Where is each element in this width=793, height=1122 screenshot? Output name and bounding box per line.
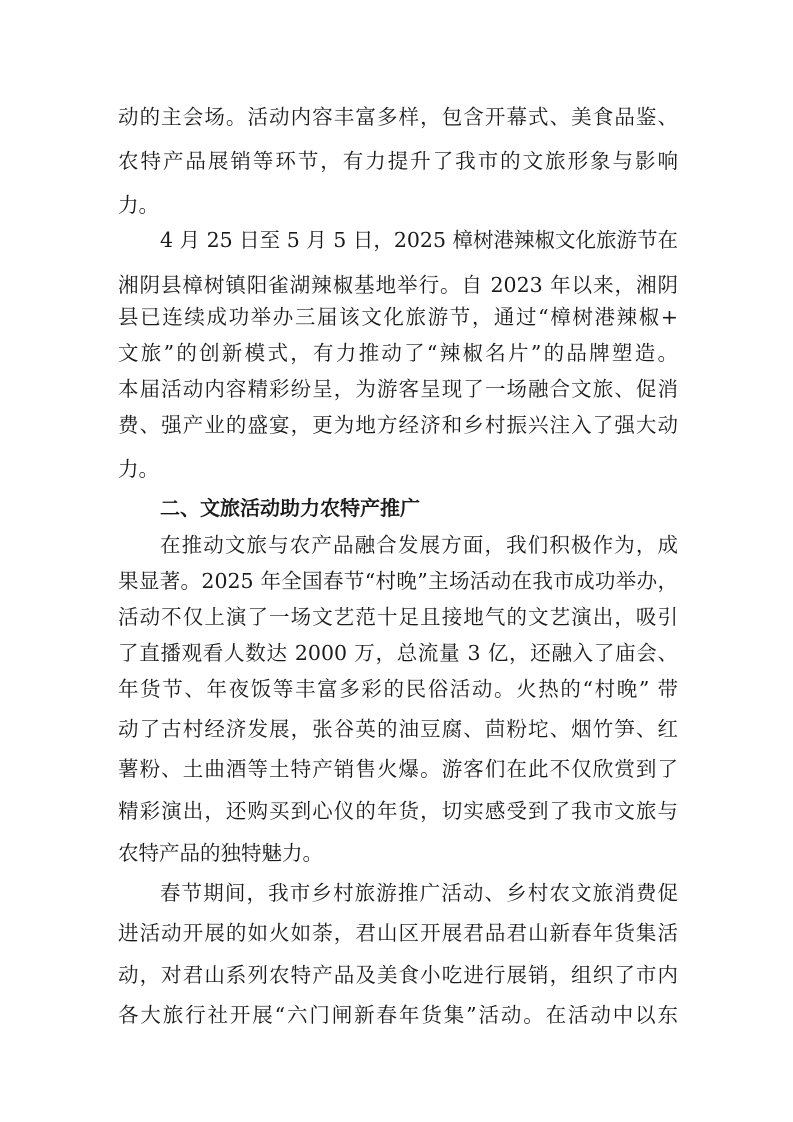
section-heading: 二、文旅活动助力农特产推广: [160, 496, 420, 520]
paragraph-3-line-1: 在推动文旅与农产品融合发展方面，我们积极作为，成: [160, 533, 678, 557]
paragraph-2-line-3: 县已连续成功举办三届该文化旅游节，通过“樟树港辣椒+: [118, 305, 678, 329]
paragraph-3-line-2: 果显著。2025 年全国春节“村晚”主场活动在我市成功举办，: [118, 569, 678, 593]
paragraph-3-line-8: 精彩演出，还购买到心仪的年货，切实感受到了我市文旅与: [118, 799, 678, 823]
paragraph-1-line-3: 力。: [118, 193, 159, 217]
paragraph-3-line-3: 活动不仅上演了一场文艺范十足且接地气的文艺演出，吸引: [118, 605, 678, 629]
paragraph-3-line-5: 年货节、年夜饭等丰富多彩的民俗活动。火热的“村晚” 带: [118, 677, 678, 701]
paragraph-4-line-1: 春节期间，我市乡村旅游推广活动、乡村农文旅消费促: [160, 881, 678, 905]
paragraph-4-line-3: 动，对君山系列农特产品及美食小吃进行展销，组织了市内: [118, 963, 678, 987]
paragraph-3-line-7: 薯粉、土曲酒等土特产销售火爆。游客们在此不仅欣赏到了: [118, 757, 678, 781]
paragraph-2-line-6: 费、强产业的盛宴，更为地方经济和乡村振兴注入了强大动: [118, 413, 678, 437]
paragraph-3-line-4: 了直播观看人数达 2000 万，总流量 3 亿，还融入了庙会、: [118, 641, 678, 665]
paragraph-2-line-5: 本届活动内容精彩纷呈，为游客呈现了一场融合文旅、促消: [118, 377, 678, 401]
paragraph-1-line-2: 农特产品展销等环节，有力提升了我市的文旅形象与影响: [118, 149, 678, 173]
paragraph-3-line-9: 农特产品的独特魅力。: [118, 841, 323, 865]
paragraph-4-line-2: 进活动开展的如火如荼，君山区开展君品君山新春年货集活: [118, 921, 678, 945]
paragraph-3-line-6: 动了古村经济发展，张谷英的油豆腐、茴粉坨、烟竹笋、红: [118, 717, 678, 741]
paragraph-2-line-7: 力。: [118, 457, 159, 481]
paragraph-2-line-2: 湘阴县樟树镇阳雀湖辣椒基地举行。自 2023 年以来，湘阴: [118, 273, 678, 297]
paragraph-1-line-1: 动的主会场。活动内容丰富多样，包含开幕式、美食品鉴、: [118, 105, 678, 129]
paragraph-4-line-4: 各大旅行社开展“六门闸新春年货集”活动。在活动中以东: [118, 1003, 678, 1027]
paragraph-2-line-4: 文旅”的创新模式，有力推动了“辣椒名片”的品牌塑造。: [118, 341, 678, 365]
paragraph-2-line-1: 4 月 25 日至 5 月 5 日，2025 樟树港辣椒文化旅游节在: [160, 228, 679, 252]
